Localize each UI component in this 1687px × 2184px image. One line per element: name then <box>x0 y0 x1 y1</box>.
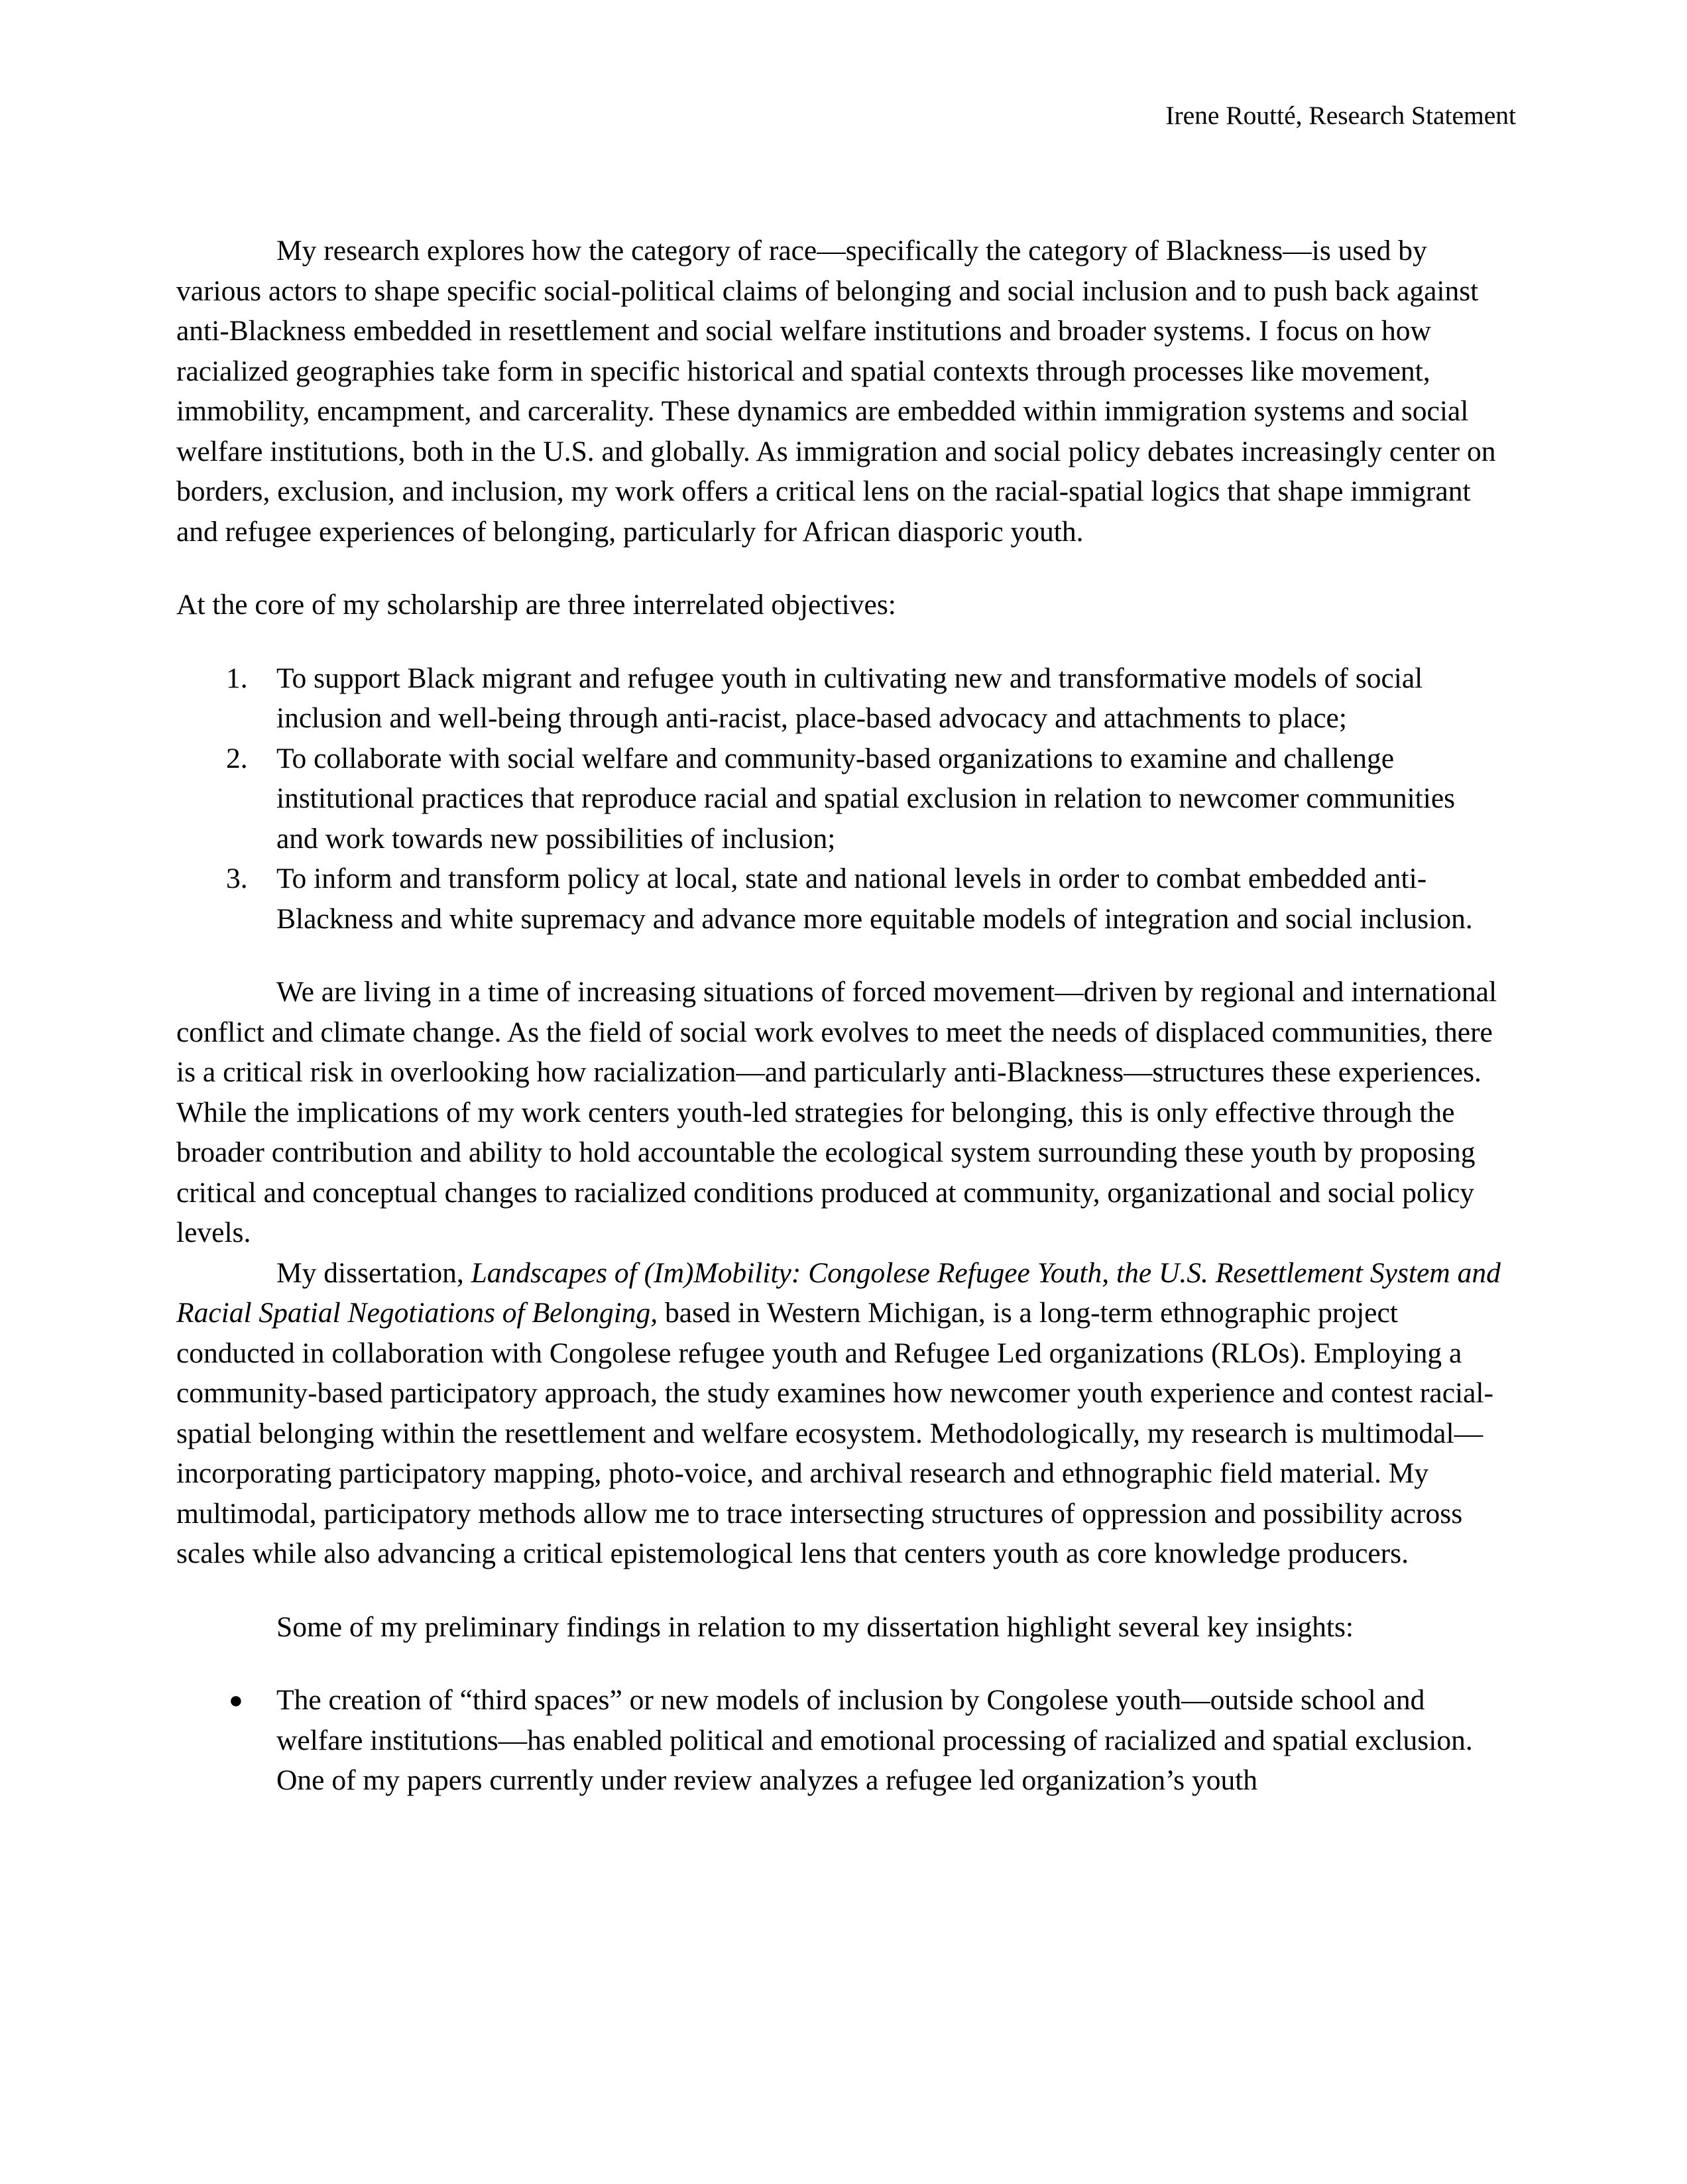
dissertation-title: Landscapes of (Im)Mobility: Congolese Refugee Youth, the U.S. Resettlement System and Racial Spatial Negotiations of Belonging, <box>176 1256 1501 1329</box>
list-item-text: To support Black migrant and refugee youth in cultivating new and transformative models of social inclusion and well-being through anti-racist, place-based advocacy and attachments to place; <box>276 662 1423 734</box>
list-item-text: To inform and transform policy at local, state and national levels in order to combat embedded anti-Blackness and white supremacy and advance more equitable models of integration and social inclusion. <box>276 863 1473 935</box>
findings-lead: Some of my preliminary findings in relation to my dissertation highlight several key insights: <box>276 1610 1354 1643</box>
list-item <box>176 1680 1502 1801</box>
list-number: 3. <box>226 863 248 894</box>
intro-paragraph: My research explores how the category of race—specifically the category of Blackness—is used by various actors to shape specific social-political claims of belonging and social inclusion and to push back against anti-Blackness embedded in resettlement and social welfare institutions and broader systems. I focus on how racialized geographies take form in specific historical and spatial contexts through processes like movement, immobility, encampment, and carcerality. These dynamics are embedded within immigration systems and social welfare institutions, both in the U.S. and globally. As immigration and social policy debates increasingly center on borders, exclusion, and inclusion, my work offers a critical lens on the racial-spatial logics that shape immigrant and refugee experiences of belonging, particularly for African diasporic youth. <box>176 235 1496 548</box>
objectives-list <box>176 658 1502 940</box>
list-number: 1. <box>226 662 248 694</box>
context-paragraph: We are living in a time of increasing situations of forced movement—driven by regional and international conflict and climate change. As the field of social work evolves to meet the needs of displaced communities, there is a critical risk in overlooking how racialization—and particularly anti-Blackness—structures these experiences. While the implications of my work centers youth-led strategies for belonging, this is only effective through the broader contribution and ability to hold accountable the ecological system surrounding these youth by proposing critical and conceptual changes to racialized conditions produced at community, organizational and social policy levels. <box>176 976 1497 1248</box>
list-item <box>176 859 1502 939</box>
dissertation-lead: My dissertation, <box>276 1256 471 1289</box>
running-head: Irene Routté, Research Statement <box>1165 101 1516 130</box>
list-item <box>176 658 1502 739</box>
list-item-text: The creation of “third spaces” or new models of inclusion by Congolese youth—outside school and welfare institutions—has enabled political and emotional processing of racialized and spatial exclusion. One of my papers currently under review analyzes a refugee led organization’s youth <box>276 1684 1473 1796</box>
document-body <box>176 231 1502 1801</box>
dissertation-paragraph <box>176 1253 1502 1574</box>
bullet-icon: ● <box>229 1687 243 1713</box>
dissertation-description: based in Western Michigan, is a long-term ethnographic project conducted in collaboration with Congolese refugee youth and Refugee Led organizations (RLOs). Employing a community-based participatory approach, the study examines how newcomer youth experience and contest racial-spatial belonging within the resettlement and welfare ecosystem. Methodologically, my research is multimodal—incorporating participatory mapping, photo-voice, and archival research and ethnographic field material. My multimodal, participatory methods allow me to trace intersecting structures of oppression and possibility across scales while also advancing a critical epistemological lens that centers youth as core knowledge producers. <box>176 1297 1493 1569</box>
findings-list <box>176 1680 1502 1801</box>
list-item-text: To collaborate with social welfare and community-based organizations to examine and challenge institutional practices that reproduce racial and spatial exclusion in relation to newcomer communities and work towards new possibilities of inclusion; <box>276 742 1456 855</box>
list-item <box>176 739 1502 859</box>
list-number: 2. <box>226 742 248 774</box>
objectives-lead: At the core of my scholarship are three interrelated objectives: <box>176 589 896 621</box>
